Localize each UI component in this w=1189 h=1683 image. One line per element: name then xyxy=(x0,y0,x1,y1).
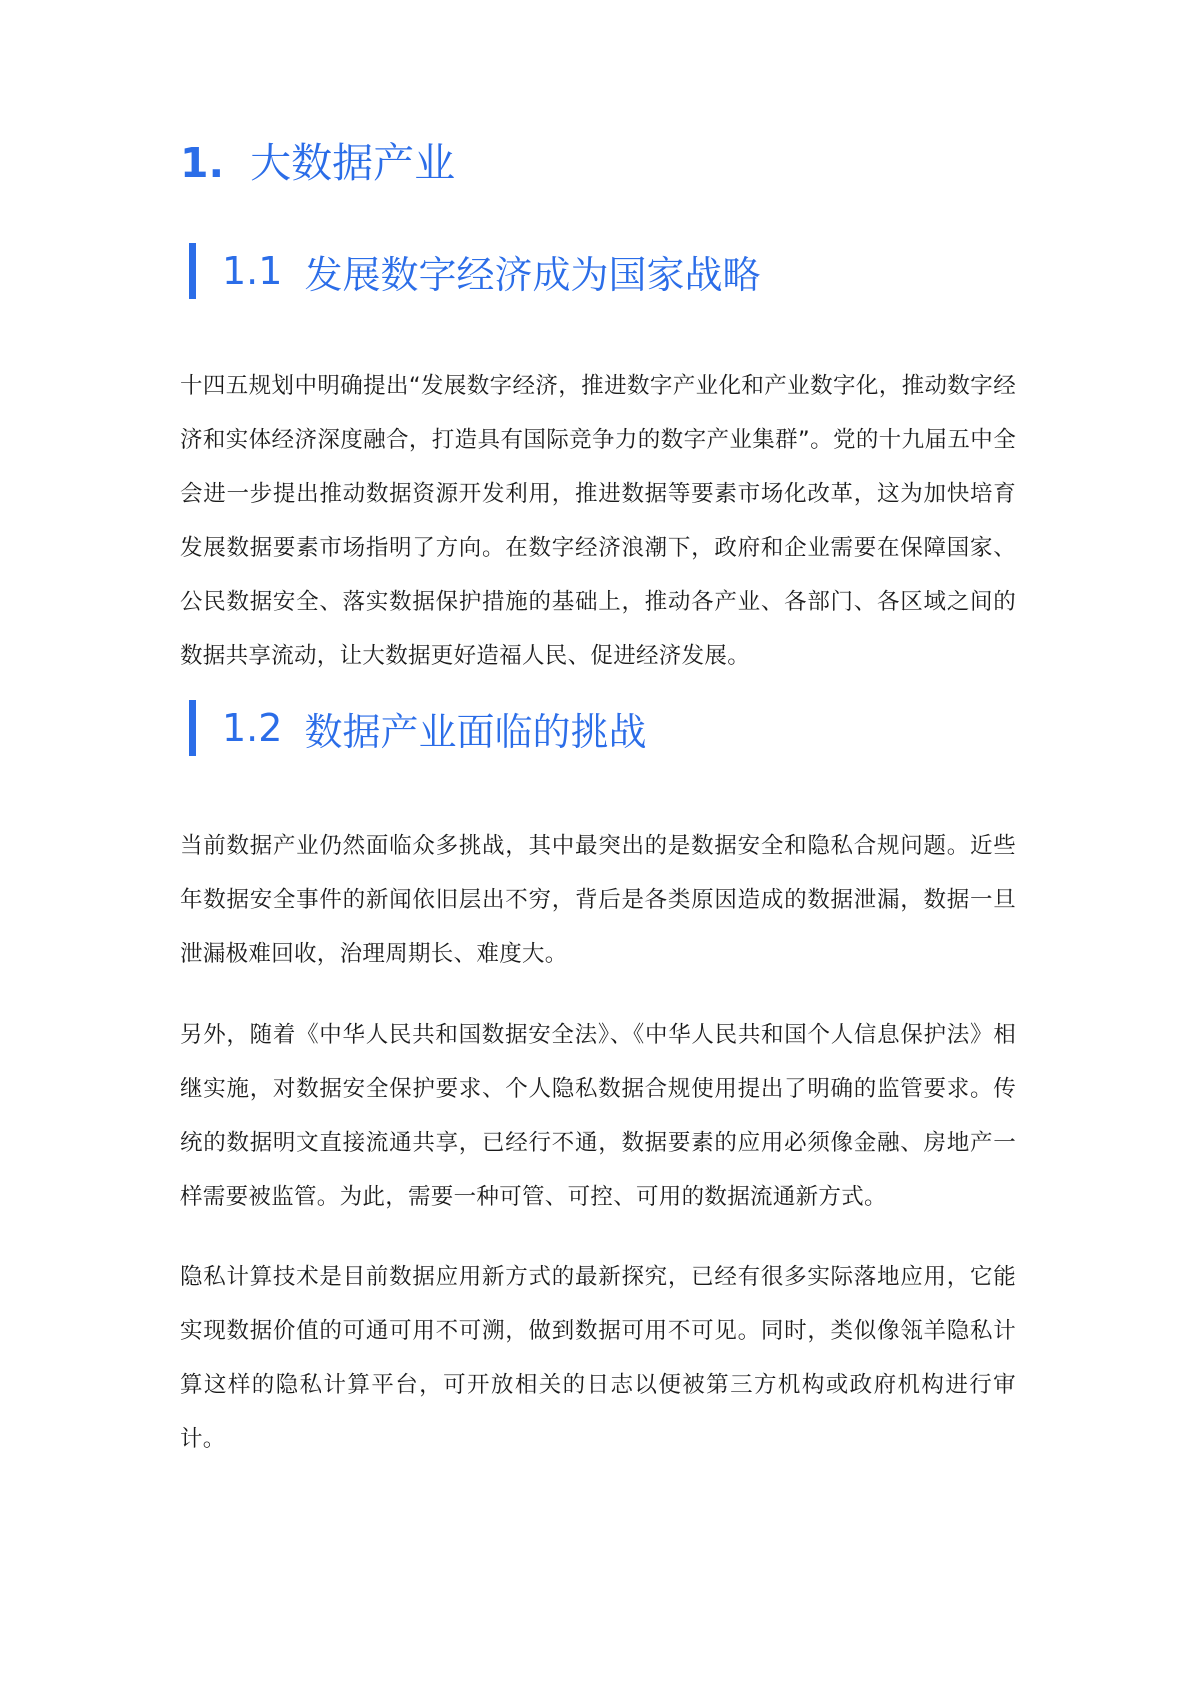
section-heading-1-1 xyxy=(189,243,760,299)
section-accent-bar xyxy=(189,243,196,299)
section-accent-bar xyxy=(189,700,196,756)
chapter-number: 1. xyxy=(180,139,225,187)
chapter-title: 大数据产业 xyxy=(250,139,456,187)
section-title: 数据产业面临的挑战 xyxy=(304,709,647,754)
section-number: 1.2 xyxy=(222,706,283,750)
section-number: 1.1 xyxy=(222,249,283,293)
section-heading-1-2 xyxy=(189,700,646,756)
section-title: 发展数字经济成为国家战略 xyxy=(304,252,761,297)
body-paragraph: 十四五规划中明确提出“发展数字经济，推进数字产业化和产业数字化，推动数字经济和实体经济深度融合，打造具有国际竞争力的数字产业集群”。党的十九届五中全会进一步提出推动数据资源开发利用，推进数据等要素市场化改革，这为加快培育发展数据要素市场指明了方向。在数字经济浪潮下，政府和企业需要在保障国家、公民数据安全、落实数据保护措施的基础上，推动各产业、各部门、各区域之间的数据共享流动，让大数据更好造福人民、促进经济发展。 xyxy=(180,372,1016,669)
body-paragraph: 当前数据产业仍然面临众多挑战，其中最突出的是数据安全和隐私合规问题。近些年数据安全事件的新闻依旧层出不穷，背后是各类原因造成的数据泄漏，数据一旦泄漏极难回收，治理周期长、难度大。 xyxy=(180,832,1016,967)
body-paragraph: 隐私计算技术是目前数据应用新方式的最新探究，已经有很多实际落地应用，它能实现数据价值的可通可用不可溯，做到数据可用不可见。同时，类似像瓴羊隐私计算这样的隐私计算平台，可开放相关的日志以便被第三方机构或政府机构进行审计。 xyxy=(180,1263,1016,1452)
chapter-heading xyxy=(180,133,455,193)
body-paragraph: 另外，随着《中华人民共和国数据安全法》、《中华人民共和国个人信息保护法》相继实施，对数据安全保护要求、个人隐私数据合规使用提出了明确的监管要求。传统的数据明文直接流通共享，已经行不通，数据要素的应用必须像金融、房地产一样需要被监管。为此，需要一种可管、可控、可用的数据流通新方式。 xyxy=(180,1021,1016,1210)
